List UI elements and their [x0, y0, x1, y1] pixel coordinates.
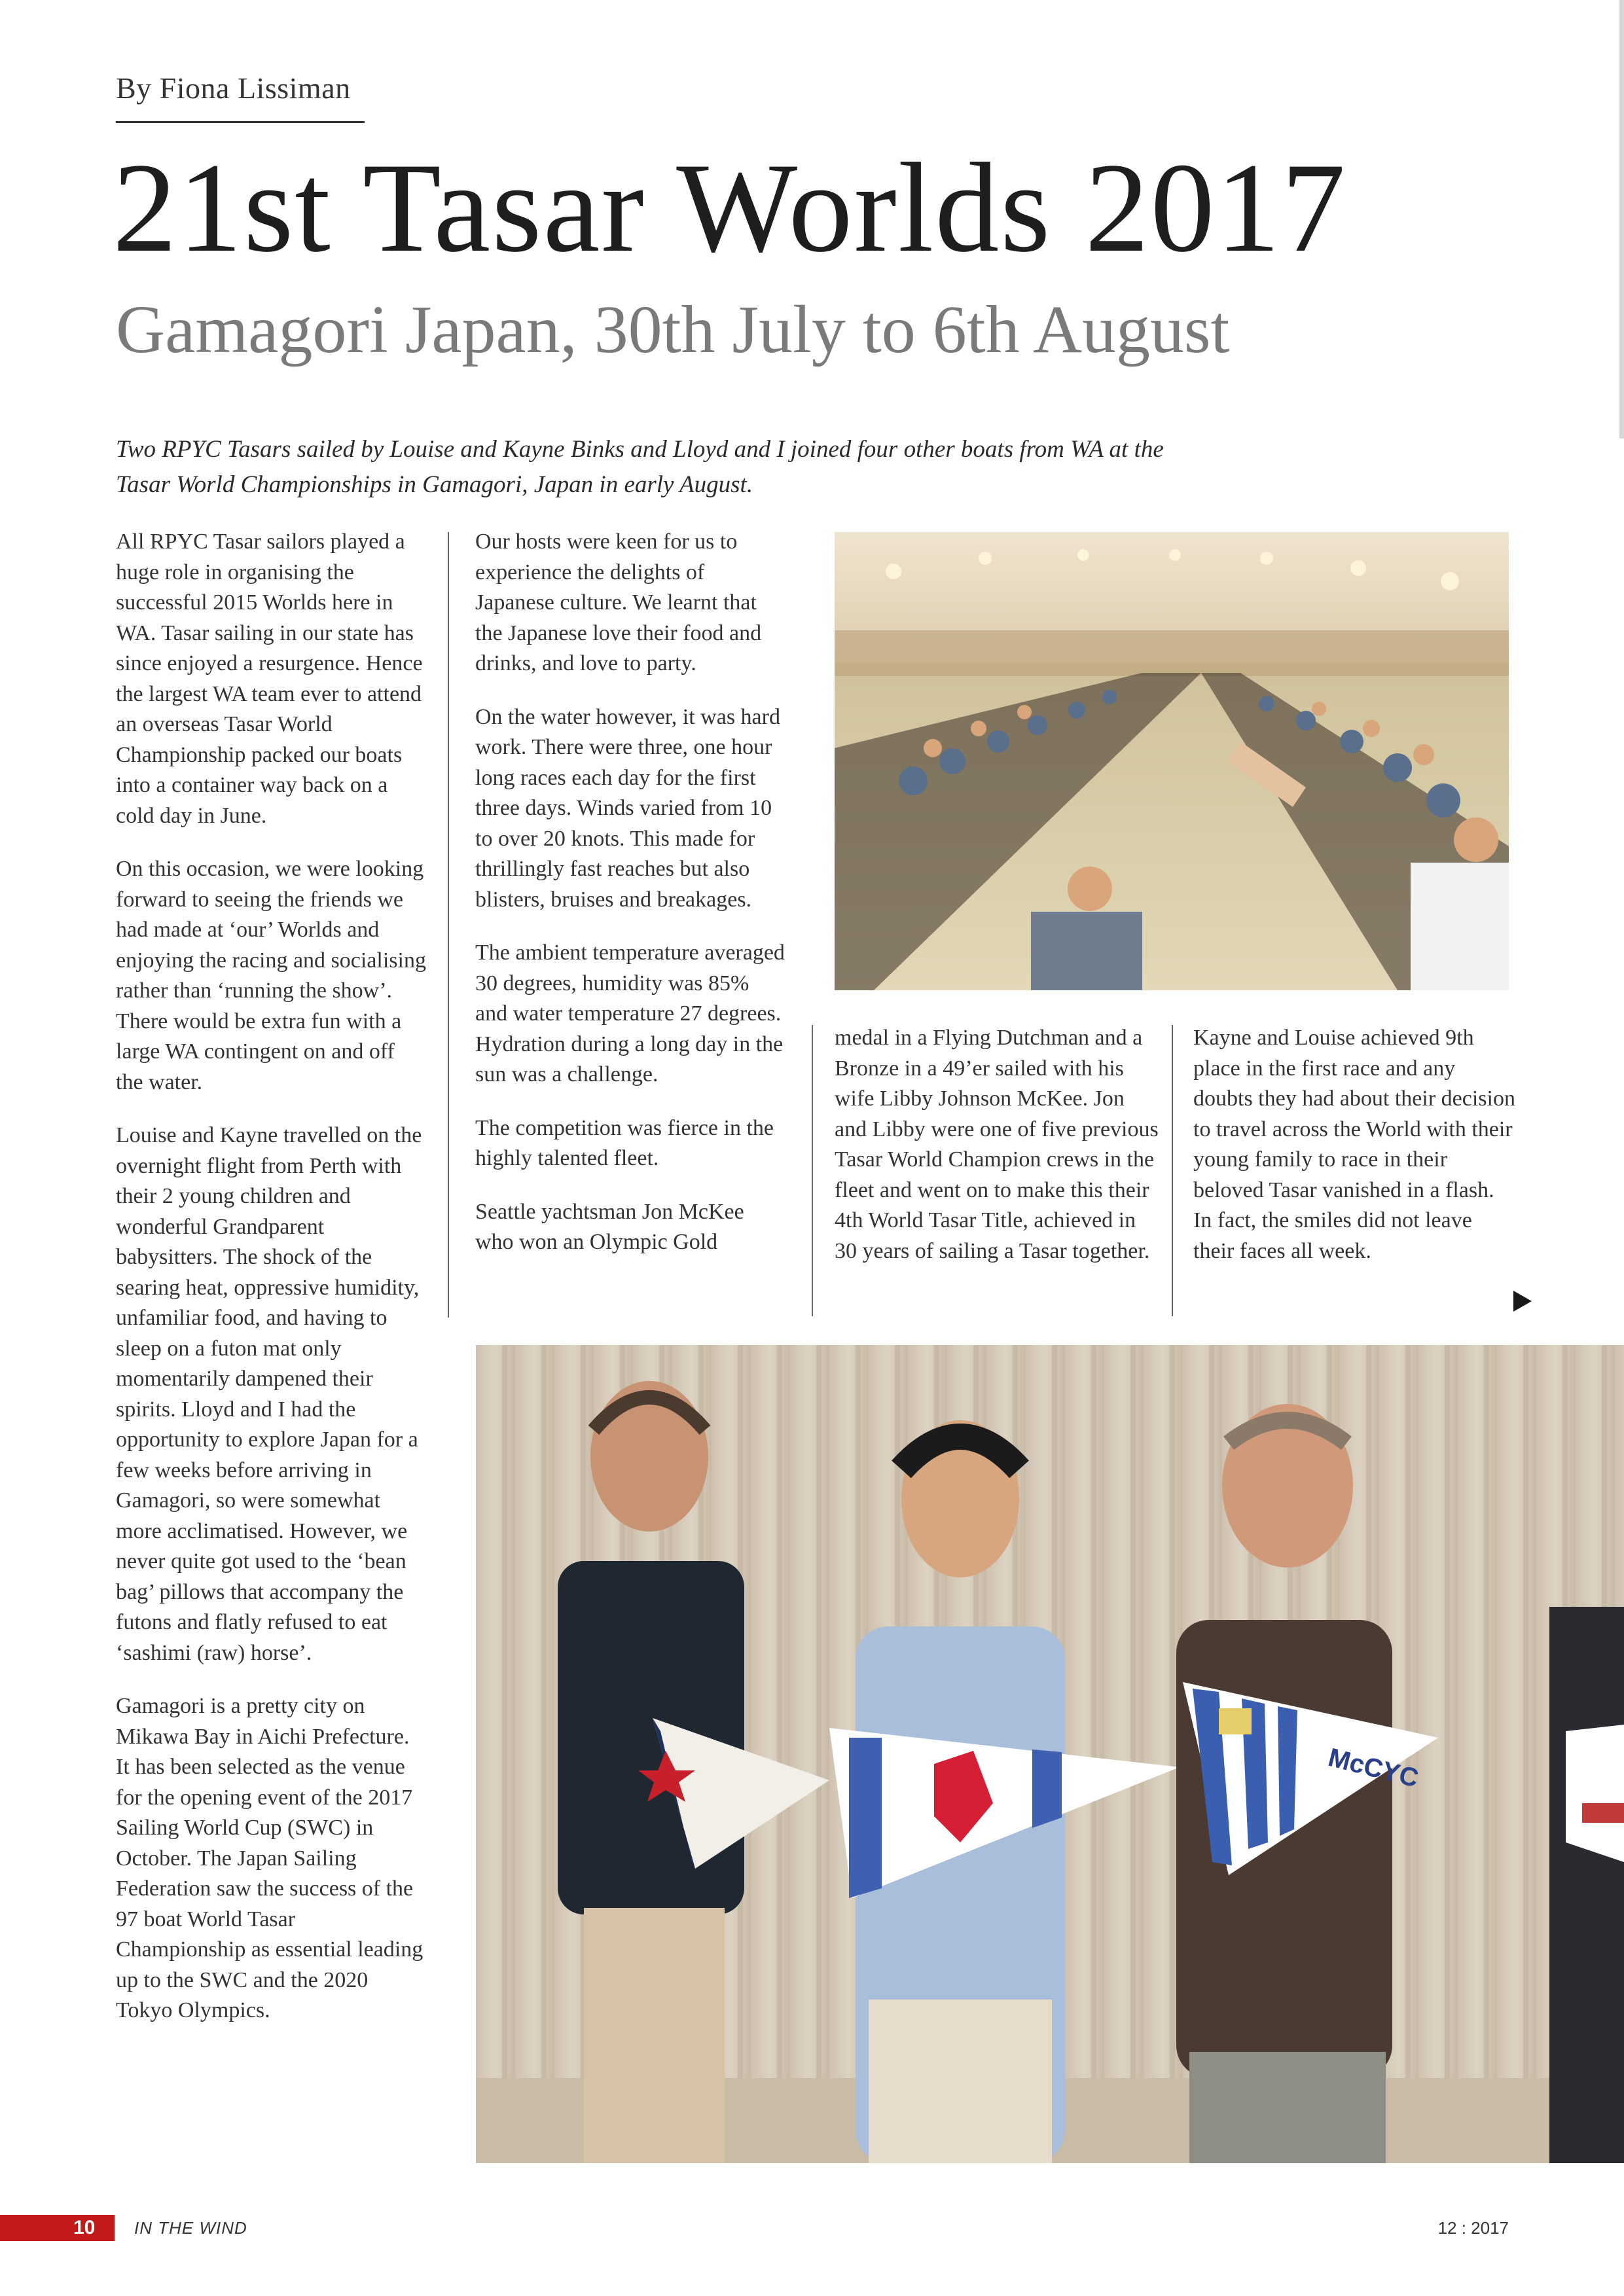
paragraph: Gamagori is a pretty city on Mikawa Bay in Aichi Prefecture. It has been selected as the venue for the opening event of the 2017 Sailing World Cup (SWC) in October. The Japan Sailing Federation saw the success of the 97 boat World Tasar Championship as essential leading up to the SWC and the 2020 Tokyo Olympics. [116, 1694, 424, 2022]
paragraph: All RPYC Tasar sailors played a huge role in organising the successful 2015 Worlds here in WA. Tasar sailing in our state has since enjoyed a resurgence. Hence the largest WA team ever to attend an overseas Tasar World Championship packed our boats into a container way back on a cold day in June. [116, 529, 423, 828]
paragraph: The ambient temperature averaged 30 degrees, humidity was 85% and water temperature 27 degrees. Hydration during a long day in the sun was a challenge. [475, 941, 785, 1086]
paragraph: Seattle yachtsman Jon McKee who won an Olympic Gold [475, 1199, 744, 1254]
page-edge-rule [1619, 0, 1624, 439]
text-column-1 [116, 527, 427, 2049]
pennant-presentation-photo [476, 1345, 1624, 2163]
continue-arrow-icon [1513, 1291, 1532, 1312]
column-divider [448, 532, 449, 1318]
paragraph: Louise and Kayne travelled on the overnight flight from Perth with their 2 young children and wonderful Grandparent babysitters. The shock of the searing heat, oppressive humidity, unfamiliar food, and having to sleep on a futon mat only momentarily dampened their spirits. Lloyd and I had the opportunity to explore Japan for a few weeks before arriving in Gamagori, so were somewhat more acclimatised. However, we never quite got used to the ‘bean bag’ pillows that accompany the futons and flatly refused to eat ‘sashimi (raw) horse’. [116, 1123, 422, 1665]
paragraph: Kayne and Louise achieved 9th place in the first race and any doubts they had about their decision to travel across the World with their young family to race in their beloved Tasar vanished in a flash. In fact, the smiles did not leave their faces all week. [1193, 1026, 1515, 1263]
byline-underline [116, 121, 365, 123]
column-divider [1172, 1025, 1173, 1316]
page-number: 10 [73, 2217, 96, 2238]
paragraph: The competition was fierce in the highly talented fleet. [475, 1115, 774, 1170]
text-column-2 [475, 527, 786, 1281]
article-subtitle: Gamagori Japan, 30th July to 6th August [116, 292, 1230, 367]
paragraph: medal in a Flying Dutchman and a Bronze in a 49’er sailed with his wife Libby Johnson McKee. Jon and Libby were one of five previous Tasar World Champion crews in the fleet and went on to make this their 4th World Tasar Title, achieved in 30 years of sailing a Tasar together. [835, 1026, 1159, 1263]
text-column-3 [835, 1023, 1159, 1289]
article-title: 21st Tasar Worlds 2017 [113, 137, 1347, 279]
pennant-label: McCYC [1325, 1743, 1422, 1793]
publication-name: IN THE WIND [134, 2218, 247, 2238]
issue-number: 12 : 2017 [1437, 2218, 1509, 2238]
byline: By Fiona Lissiman [116, 71, 351, 105]
text-column-4 [1193, 1023, 1517, 1289]
pennant-presentation-illustration [476, 1345, 1624, 2163]
paragraph: Our hosts were keen for us to experience the delights of Japanese culture. We learnt that the Japanese love their food and drinks, and love to party. [475, 529, 762, 675]
banquet-hall-illustration [835, 532, 1509, 990]
column-divider [812, 1025, 813, 1316]
standfirst: Two RPYC Tasars sailed by Louise and Kayne Binks and Lloyd and I joined four other boats from WA at the Tasar World Championships in Gamagori, Japan in early August. [116, 436, 1164, 498]
banquet-hall-photo [835, 532, 1509, 990]
paragraph: On the water however, it was hard work. There were three, one hour long races each day for the first three days. Winds varied from 10 to over 20 knots. This made for thrillingly fast reaches but also blisters, bruises and breakages. [475, 704, 780, 912]
paragraph: On this occasion, we were looking forward to seeing the friends we had made at ‘our’ Worlds and enjoying the racing and socialising rather than ‘running the show’. There would be extra fun with a large WA contingent on and off the water. [116, 857, 426, 1094]
